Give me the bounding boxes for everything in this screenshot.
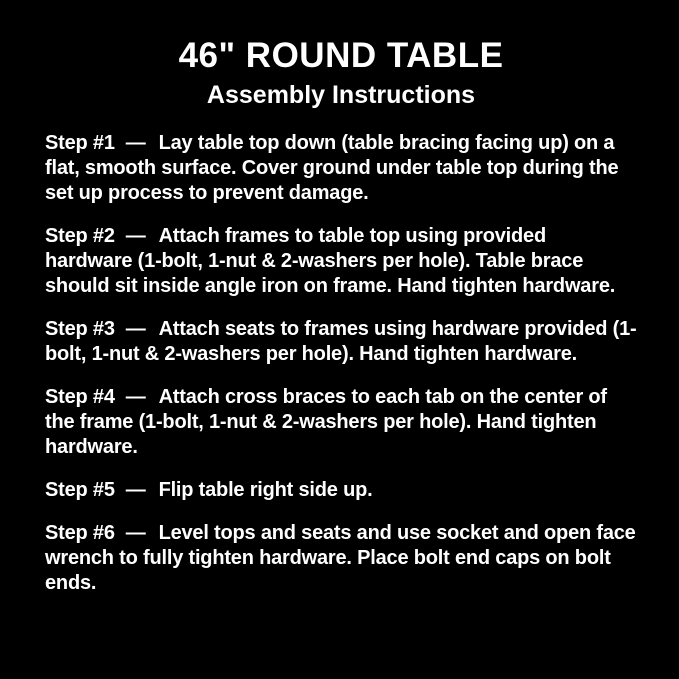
step-6-dash: —	[125, 522, 146, 544]
step-6-text: Level tops and seats and use socket and open face wrench to fully tighten hardware. Place bolt end caps on bolt ends.	[45, 522, 636, 594]
step-3-dash: —	[125, 318, 146, 340]
step-3-text: Attach seats to frames using hardware provided (1-bolt, 1-nut & 2-washers per hole). Hand tighten hardware.	[45, 318, 637, 365]
step-2-text: Attach frames to table top using provided hardware (1-bolt, 1-nut & 2-washers per hole). Table brace should sit inside angle iron on frame. Hand tighten hardware.	[45, 225, 616, 297]
step-4-text: Attach cross braces to each tab on the center of the frame (1-bolt, 1-nut & 2-washers per hole). Hand tighten hardware.	[45, 386, 607, 458]
step-5	[45, 478, 637, 503]
header	[45, 36, 637, 109]
step-6	[45, 521, 637, 596]
step-2	[45, 224, 637, 299]
instructions-list	[45, 131, 637, 596]
step-5-dash: —	[125, 479, 146, 501]
step-2-dash: —	[125, 225, 146, 247]
step-4-label: Step #4	[45, 386, 115, 408]
step-3	[45, 317, 637, 367]
step-1-dash: —	[125, 132, 146, 154]
step-2-label: Step #2	[45, 225, 115, 247]
step-1-text: Lay table top down (table bracing facing up) on a flat, smooth surface. Cover ground under table top during the set up process to prevent damage.	[45, 132, 619, 204]
step-5-label: Step #5	[45, 479, 115, 501]
page-title: 46" ROUND TABLE	[178, 36, 504, 75]
step-4-dash: —	[125, 386, 146, 408]
step-4	[45, 385, 637, 460]
step-3-label: Step #3	[45, 318, 115, 340]
page-subtitle: Assembly Instructions	[206, 81, 476, 109]
step-6-label: Step #6	[45, 522, 115, 544]
step-5-text: Flip table right side up.	[158, 479, 373, 501]
step-1	[45, 131, 637, 206]
step-1-label: Step #1	[45, 132, 115, 154]
